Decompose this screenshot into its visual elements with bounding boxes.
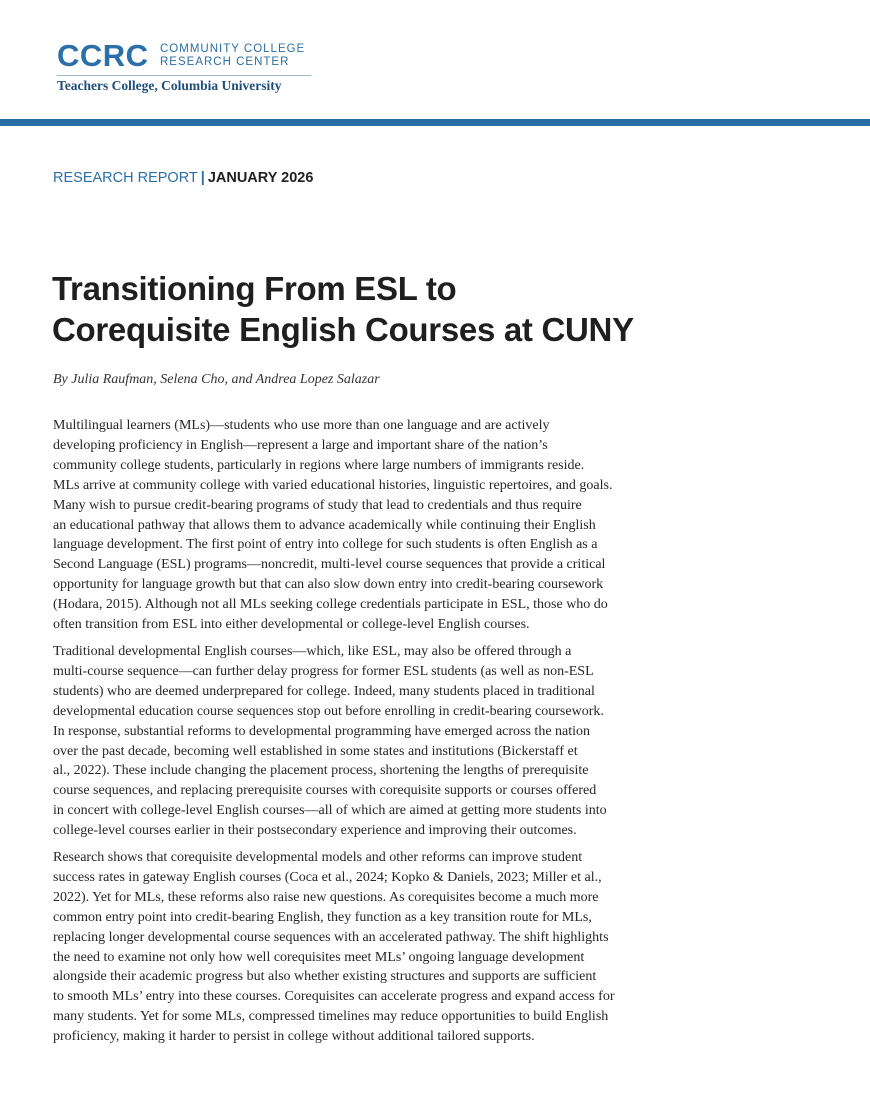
text-line: Traditional developmental English courses—which, like ESL, may also be offered through a [53, 643, 572, 659]
logo-mark: CCRC [57, 38, 149, 73]
paragraph [53, 848, 693, 1047]
text-line: developing proficiency in English—represent a large and important share of the nation’s [53, 437, 548, 453]
title-line-1: Transitioning From ESL to [52, 270, 457, 307]
logo-name-line2: RESEARCH CENTER [160, 56, 290, 68]
text-line: many students. Yet for some MLs, compressed timelines may reduce opportunities to build English [53, 1009, 609, 1025]
title-line-2: Corequisite English Courses at CUNY [52, 311, 634, 348]
text-line: In response, substantial reforms to developmental programming have emerged across the nation [53, 723, 591, 739]
text-line: an educational pathway that allows them to advance academically while continuing their English [53, 517, 596, 533]
text-line: 2022). Yet for MLs, these reforms also raise new questions. As corequisites become a much more [53, 889, 599, 905]
text-line: MLs arrive at community college with varied educational histories, linguistic repertoires, and goals. [53, 477, 613, 493]
page-header [0, 0, 870, 124]
text-line: college-level courses earlier in their postsecondary experience and improving their outcomes. [53, 823, 577, 839]
text-line: Research shows that corequisite developmental models and other reforms can improve student [53, 850, 583, 866]
logo-name-line1: COMMUNITY COLLEGE [160, 43, 306, 55]
text-line: developmental education course sequences stop out before enrolling in credit-bearing coursework. [53, 703, 604, 719]
logo-affiliation: Teachers College, Columbia University [57, 78, 282, 93]
logo-name [160, 43, 305, 69]
text-line: over the past decade, becoming well established in some states and institutions (Bickerstaff et [53, 743, 578, 759]
text-line: (Hodara, 2015). Although not all MLs seeking college credentials participate in ESL, those who do [53, 597, 608, 613]
text-line: opportunity for language growth but that can also slow down entry into credit-bearing coursework [53, 577, 604, 593]
report-body [53, 416, 693, 1054]
text-line: al., 2022). These include changing the placement process, shortening the lengths of prerequisite [53, 763, 589, 779]
text-line: multi-course sequence—can further delay progress for former ESL students (as well as non-ESL [53, 663, 594, 679]
text-line: students) who are deemed underprepared for college. Indeed, many students placed in traditional [53, 683, 595, 699]
text-line: to smooth MLs’ entry into these courses. Corequisites can accelerate progress and expand access for [53, 989, 615, 1005]
page-title [52, 268, 812, 350]
text-line: proficiency, making it harder to persist in college without additional tailored supports. [53, 1029, 535, 1045]
text-line: success rates in gateway English courses (Coca et al., 2024; Kopko & Daniels, 2023; Miller et al., [53, 869, 602, 885]
report-date: JANUARY 2026 [207, 170, 314, 186]
report-type-line [53, 169, 313, 187]
paragraph [53, 642, 693, 841]
text-line: language development. The first point of entry into college for such students is often English as a [53, 537, 598, 553]
text-line: the need to examine not only how well corequisites meet MLs’ ongoing language development [53, 949, 585, 965]
text-line: community college students, particularly in regions where large numbers of immigrants reside. [53, 457, 585, 473]
ccrc-logo [57, 38, 313, 95]
text-line: in concert with college-level English courses—all of which are aimed at getting more students into [53, 803, 607, 819]
text-line: Second Language (ESL) programs—noncredit, multi-level course sequences that provide a critical [53, 557, 606, 573]
text-line: replacing longer developmental course sequences with an accelerated pathway. The shift highlights [53, 929, 609, 945]
text-line: course sequences, and replacing prerequisite courses with corequisite supports or courses offered [53, 783, 597, 799]
logo-divider [57, 75, 311, 76]
report-type-label: RESEARCH REPORT [53, 170, 198, 186]
text-line: often transition from ESL into either developmental or college-level English courses. [53, 617, 530, 633]
header-rule-bar [0, 119, 870, 126]
report-separator: | [200, 170, 205, 186]
text-line: Multilingual learners (MLs)—students who use more than one language and are actively [53, 418, 550, 433]
text-line: Many wish to pursue credit-bearing programs of study that lead to credentials and thus require [53, 497, 582, 513]
text-line: alongside their academic progress but also whether existing structures and supports are sufficient [53, 969, 597, 985]
paragraph [53, 416, 693, 635]
author-byline: By Julia Raufman, Selena Cho, and Andrea Lopez Salazar [53, 372, 380, 387]
text-line: common entry point into credit-bearing English, they function as a key transition route for MLs, [53, 909, 592, 925]
